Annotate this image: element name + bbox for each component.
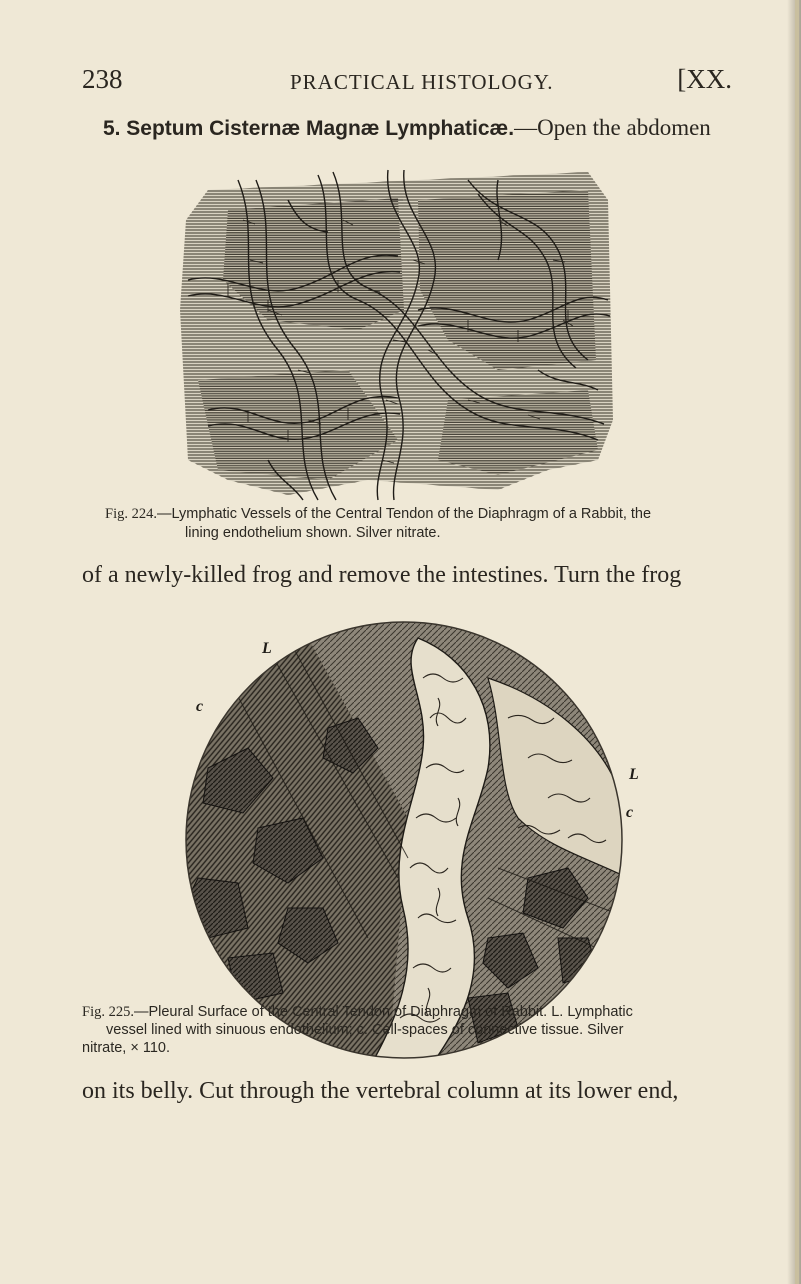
section-number: 5. [103, 117, 121, 140]
figure-224-caption-line-2: lining endothelium shown. Silver nitrate. [185, 525, 441, 541]
chapter-reference: [XX. [677, 64, 732, 94]
figure-225-caption-line-3: nitrate, × 110. [82, 1040, 170, 1056]
figure-224-label: Fig. 224. [105, 506, 157, 522]
figure-225-caption-line-2: vessel lined with sinuous endothelium; c. Cell-spaces of connective tissue. Silver [106, 1022, 624, 1038]
body-text-line-2: on its belly. Cut through the vertebral column at its lower end, [82, 1078, 679, 1104]
running-title: PRACTICAL HISTOLOGY. [290, 70, 554, 94]
page-number: 238 [82, 64, 123, 94]
figure-225-caption [82, 1003, 772, 1057]
running-head [82, 64, 732, 104]
body-text-line-1: of a newly-killed frog and remove the intestines. Turn the frog [82, 562, 682, 588]
figure-225-label: Fig. 225. [82, 1004, 134, 1020]
figure-225-letter-l-top: L [262, 640, 272, 657]
figure-225-caption-line-1: —Pleural Surface of the Central Tendon of Diaphragm of Rabbit. L. Lymphatic [133, 1004, 633, 1020]
figure-224-caption [105, 505, 765, 543]
figure-224-caption-line-1: —Lymphatic Vessels of the Central Tendon of the Diaphragm of a Rabbit, the [156, 506, 652, 522]
section-title: Septum Cisternæ Magnæ Lymphaticæ. [126, 117, 515, 140]
figure-225-letter-c-left: c [196, 698, 204, 715]
figure-225-letter-l-right: L [629, 766, 639, 783]
lymphatic-vessels-engraving [168, 160, 626, 504]
section-heading-continuation: —Open the abdomen [514, 115, 711, 140]
figure-224-illustration [168, 160, 626, 504]
page-edge-strip [795, 0, 799, 1284]
figure-225-letter-c-right: c [626, 804, 634, 821]
section-heading [103, 115, 711, 141]
